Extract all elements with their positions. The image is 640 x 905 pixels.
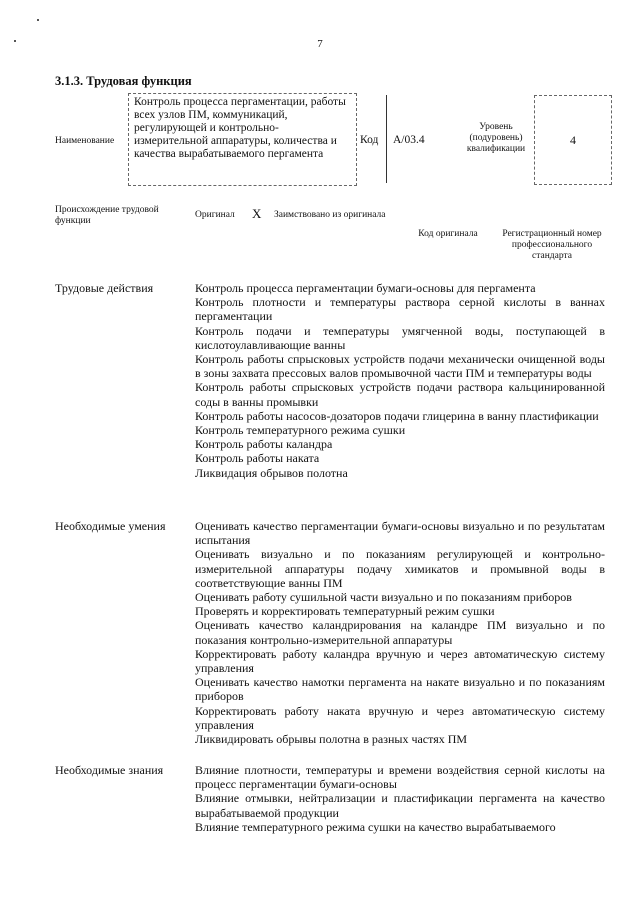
level-label: Уровень (подуровень) квалификации [466, 122, 526, 154]
list-item: Оценивать качество пергаментации бумаги-основы визуально и по результатам испытания [195, 519, 605, 548]
list-item: Оценивать работу сушильной части визуально и по показаниям приборов [195, 590, 572, 605]
name-label: Наименование [55, 136, 115, 146]
list-item: Контроль работы каландра [195, 437, 333, 452]
section-label-labor-actions: Трудовые действия [55, 281, 154, 295]
list-item: Контроль работы насосов-дозаторов подачи глицерина в ванну пластификации [195, 408, 599, 423]
reg-number-label: Регистрационный номер профессионального стандарта [502, 229, 602, 261]
list-item: Контроль подачи и температуры умягченной воды, поступающей в кислотоулавливающие ванны [195, 323, 605, 352]
list-item: Проверять и корректировать температурный режим сушки [195, 604, 495, 619]
list-item: Влияние отмывки, нейтрализации и пластификации пергамента на качество вырабатываемой продукции [195, 791, 605, 820]
origin-mark: X [252, 206, 262, 221]
list-item: Контроль работы наката [195, 451, 320, 466]
list-item: Контроль температурного режима сушки [195, 423, 406, 438]
list-item: Оценивать качество каландрирования на каландре ПМ визуально и по показания контрольно-измерительной аппаратуры [195, 618, 605, 647]
origin-label: Происхождение трудовой функции [55, 205, 159, 226]
required-skills-list [195, 519, 605, 746]
list-item: Контроль работы спрысковых устройств подачи механически очищенной воды в зоны захвата прессовых валов промывочной части ПМ и температуры воды [195, 352, 605, 381]
section-label-required-skills: Необходимые умения [55, 519, 166, 533]
code-label: Код [360, 134, 379, 146]
code-original-label: Код оригинала [418, 229, 478, 239]
list-item: Контроль работы спрысковых устройств подачи раствора кальцинированной соды в ванны промывки [195, 380, 605, 409]
level-value: 4 [570, 133, 576, 147]
labor-actions-list [195, 281, 605, 480]
origin-original: Оригинал [195, 210, 235, 220]
code-value: A/03.4 [393, 134, 425, 146]
list-item: Контроль плотности и температуры раствора серной кислоты в ваннах пергаментации [195, 295, 605, 324]
list-item: Ликвидировать обрывы полотна в разных частях ПМ [195, 732, 468, 747]
page-number: 7 [317, 38, 323, 50]
origin-borrowed: Заимствовано из оригинала [274, 210, 386, 220]
list-item: Влияние плотности, температуры и времени воздействия серной кислоты на процесс пергаментации бумаги-основы [195, 763, 605, 792]
list-item: Корректировать работу каландра вручную и через автоматическую систему управления [195, 646, 605, 676]
list-item: Влияние температурного режима сушки на качество вырабатываемого [195, 819, 556, 834]
section-label-required-knowledge: Необходимые знания [55, 763, 164, 777]
list-item: Ликвидация обрывов полотна [195, 465, 348, 480]
list-item: Оценивать качество намотки пергамента на накате визуально и по показаниям приборов [195, 675, 605, 704]
list-item: Контроль процесса пергаментации бумаги-основы для пергамента [195, 281, 536, 295]
section-heading: 3.1.3. Трудовая функция [55, 74, 192, 88]
scan-speck [37, 19, 39, 21]
name-value: Контроль процесса пергаментации, работы всех узлов ПМ, коммуникаций, регулирующей и контрольно-измерительной аппаратуры, количества и качества вырабатываемого пергамента [134, 96, 346, 160]
list-item: Оценивать визуально и по показаниям регулирующей и контрольно-измерительной аппаратуры подачу химикатов и промывной воды в соответствующие ванны ПМ [195, 547, 605, 590]
required-knowledge-list [195, 763, 605, 834]
list-item: Корректировать работу наката вручную и через автоматическую систему управления [195, 703, 605, 732]
code-divider [386, 95, 387, 183]
